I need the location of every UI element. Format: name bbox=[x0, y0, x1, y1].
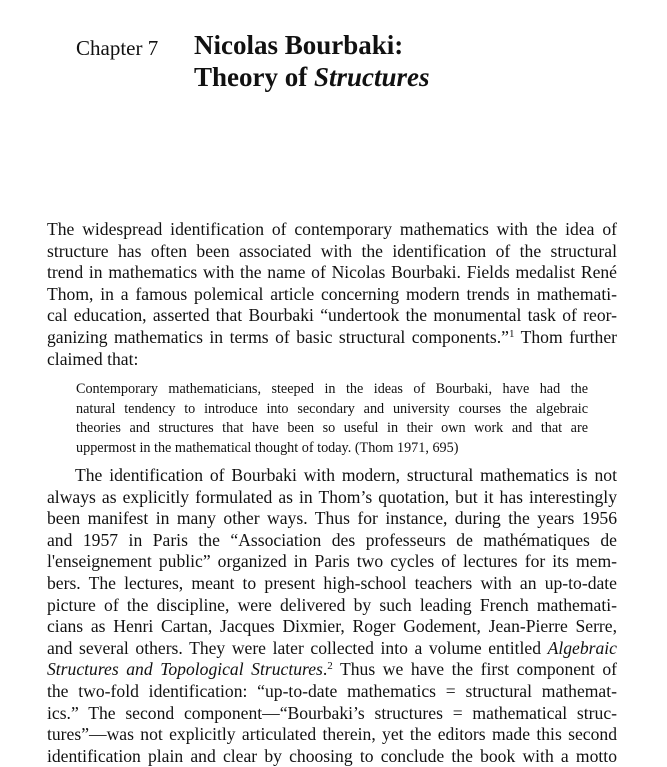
paragraph-line: structure has often been associated with the identification of the structural bbox=[47, 240, 617, 261]
chapter-title-prefix: Theory of bbox=[194, 62, 314, 92]
paragraph-2 bbox=[47, 465, 617, 767]
paragraph-line: Thom, in a famous polemical article concerning modern trends in mathemati- bbox=[47, 283, 617, 304]
paragraph-line bbox=[47, 659, 617, 681]
paragraph-text: . bbox=[322, 659, 328, 680]
paragraph-line: and 1957 in Paris the “Association des professeurs de mathématiques de bbox=[47, 529, 617, 550]
book-title-italic: Algebraic bbox=[547, 637, 617, 658]
paragraph-line: trend in mathematics with the name of Nicolas Bourbaki. Fields medalist René bbox=[47, 262, 617, 283]
paragraph-line: The widespread identification of contemporary mathematics with the idea of bbox=[47, 219, 617, 239]
paragraph-line: l'enseignement public” organized in Paris two cycles of lectures for its mem- bbox=[47, 551, 617, 572]
paragraph-line: identification plain and clear by choosing to conclude the book with a motto bbox=[47, 745, 617, 766]
paragraph-line: bers. The lectures, meant to present high-school teachers with an up-to-date bbox=[47, 572, 617, 593]
paragraph-text: Thom further bbox=[514, 326, 617, 347]
paragraph-text: ganizing mathematics in terms of basic structural components.” bbox=[47, 326, 509, 347]
quote-line: natural tendency to introduce into secondary and university courses the algebraic bbox=[76, 400, 588, 417]
paragraph-line: picture of the discipline, were delivered by such leading French mathemati- bbox=[47, 594, 617, 615]
paragraph-line bbox=[47, 327, 617, 349]
paragraph-line: claimed that: bbox=[47, 348, 139, 369]
paragraph-line: the two-fold identification: “up-to-date mathematics = structural mathemat- bbox=[47, 680, 617, 701]
chapter-title bbox=[194, 29, 430, 93]
paragraph-line: been manifest in many other ways. Thus for instance, during the years 1956 bbox=[47, 508, 617, 529]
paragraph-1 bbox=[47, 219, 617, 370]
paragraph-line: tures”—was not explicitly articulated therein, yet the editors made this second bbox=[47, 724, 617, 745]
chapter-title-line-2 bbox=[194, 61, 430, 93]
paragraph-text: and several others. They were later collected into a volume entitled bbox=[47, 637, 548, 658]
chapter-title-line-1: Nicolas Bourbaki: bbox=[194, 30, 404, 60]
paragraph-line: always as explicitly formulated as in Thom’s quotation, but it has interestingly bbox=[47, 486, 617, 507]
footnote-marker-2[interactable]: 2 bbox=[327, 660, 333, 673]
quote-line: Contemporary mathematicians, steeped in the ideas of Bourbaki, have had the bbox=[76, 381, 588, 397]
paragraph-line: cal education, asserted that Bourbaki “undertook the monumental task of reor- bbox=[47, 305, 617, 326]
paragraph-line: ics.” The second component—“Bourbaki’s structures = mathematical struc- bbox=[47, 702, 617, 723]
book-title-italic: Structures and Topological Structures bbox=[47, 659, 323, 680]
paragraph-text: Thus we have the first component of bbox=[332, 659, 617, 680]
paragraph-line: The identification of Bourbaki with modern, structural mathematics is not bbox=[75, 465, 617, 485]
quote-line: uppermost in the mathematical thought of today. (Thom 1971, 695) bbox=[76, 439, 459, 456]
block-quote bbox=[76, 380, 588, 458]
paragraph-line: cians as Henri Cartan, Jacques Dixmier, Roger Godement, Jean-Pierre Serre, bbox=[47, 616, 617, 637]
chapter-label: Chapter 7 bbox=[76, 36, 159, 60]
quote-line: theories and structures that have been so useful in their own work and that are bbox=[76, 420, 588, 437]
footnote-marker-1[interactable]: 1 bbox=[508, 327, 515, 340]
paragraph-line bbox=[47, 638, 617, 660]
chapter-title-italic: Structures bbox=[313, 62, 430, 92]
